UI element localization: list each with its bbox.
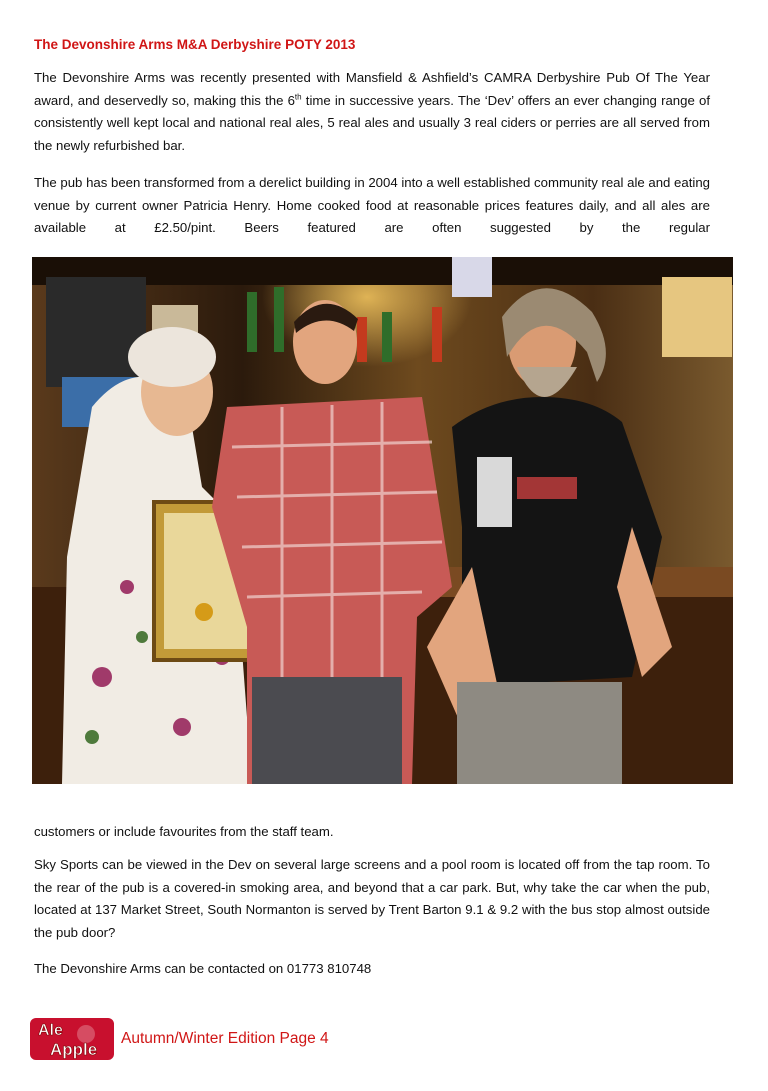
page-footer [28,1016,528,1062]
paragraph-contact: The Devonshire Arms can be contacted on 01773 810748 [34,961,372,976]
article-title: The Devonshire Arms M&A Derbyshire POTY 2013 [34,37,356,52]
paragraph-facilities: Sky Sports can be viewed in the Dev on several large screens and a pool room is located off from the tap room. To the rear of the pub is a covered-in smoking area, and beyond that a car park. But, why take the car when the pub, located at 137 Market Street, South Normanton is served by Trent Barton 9.1 & 9.2 with the bus stop almost outside the pub door? [34,857,710,940]
paragraph-award [34,67,710,157]
award-photo [32,257,733,784]
paragraph-award-text-a: The Devonshire Arms was recently presented with Mansfield & Ashfield’s CAMRA Derbyshire Pub Of The Year award, and deservedly so, making this the 6 [34,70,710,108]
logo-word-ale: Ale [38,1022,63,1039]
paragraph-history: The pub has been transformed from a derelict building in 2004 into a well established community real ale and eating venue by current owner Patricia Henry. Home cooked food at reasonable prices features daily, and all ales are available at £2.50/pint. Beers featured are often suggested by the regular [34,175,710,235]
logo-word-apple: Apple [50,1040,98,1059]
edition-page-label: Autumn/Winter Edition Page 4 [121,1030,329,1047]
paragraph-award-text-b: time in successive years. The ‘Dev’ offers an ever changing range of consistently well kept local and national real ales, 5 real ales and usually 3 real ciders or perries are all served from the newly refurbished bar. [34,92,710,153]
paragraph-continued: customers or include favourites from the staff team. [34,824,334,839]
ale-apple-logo [28,1016,116,1062]
ordinal-suffix: th [294,92,302,102]
